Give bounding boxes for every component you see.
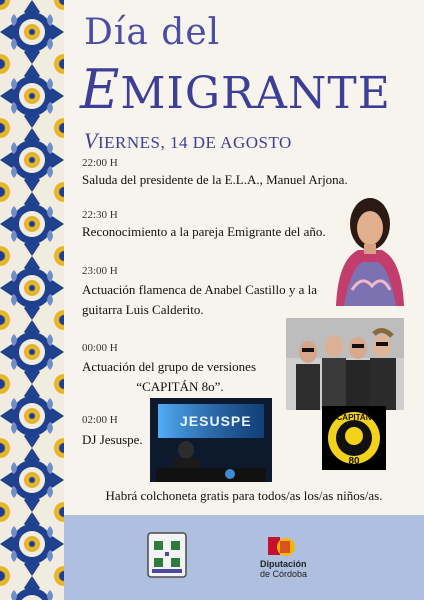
event-description: DJ Jesuspe. xyxy=(82,432,143,447)
dj-illustration xyxy=(150,398,272,482)
event-time: 00:00 H xyxy=(82,342,118,354)
ela-logo xyxy=(146,531,188,579)
diputacion-text xyxy=(260,559,332,579)
band-illustration xyxy=(286,318,404,410)
event-description: “CAPITÁN 8o”. xyxy=(136,379,224,394)
event-time: 02:00 H xyxy=(82,414,118,426)
event-time: 22:00 H xyxy=(82,157,118,169)
event-description: guitarra Luis Calderito. xyxy=(82,302,204,317)
program-content xyxy=(64,0,424,515)
diputacion-logo xyxy=(260,533,350,583)
event-description: Reconocimiento a la pareja Emigrante del año. xyxy=(82,224,326,239)
event-time: 23:00 H xyxy=(82,265,118,277)
event-date xyxy=(84,128,292,154)
event-description: Actuación flamenca de Anabel Castillo y a la xyxy=(82,282,317,297)
singer-illustration xyxy=(332,190,408,306)
dj-screen-text: JESUSPE xyxy=(180,413,252,429)
title-emigrante-initial: E xyxy=(80,58,121,121)
dj-photo xyxy=(150,398,272,482)
diputacion-line2: de Córdoba xyxy=(260,569,308,579)
band-logo-name: CAPITAN xyxy=(336,413,372,422)
title-emigrante xyxy=(80,58,391,121)
event-description: Saluda del presidente de la E.L.A., Manuel Arjona. xyxy=(82,172,348,187)
event-date-rest: IERNES, 14 DE AGOSTO xyxy=(97,133,292,152)
footer-note: Habrá colchoneta gratis para todos/as los/as niños/as. xyxy=(105,488,383,503)
diputacion-line1: Diputación xyxy=(260,559,307,569)
title-emigrante-rest: MIGRANTE xyxy=(120,68,391,119)
band-logo xyxy=(322,406,386,470)
event-date-initial: V xyxy=(84,128,98,153)
event-description: Actuación del grupo de versiones xyxy=(82,359,257,374)
azulejo-pattern xyxy=(0,0,64,600)
footer-band xyxy=(64,515,424,600)
band-logo-graphic xyxy=(322,406,386,470)
singer-photo xyxy=(332,190,408,306)
event-time: 22:30 H xyxy=(82,209,118,221)
ela-emblem-icon xyxy=(146,531,188,579)
title-dia-del: Día del xyxy=(84,12,221,53)
band-logo-number: 80 xyxy=(348,456,360,467)
diputacion-emblem-icon xyxy=(266,533,296,559)
band-photo xyxy=(286,318,404,410)
tile-border xyxy=(0,0,64,600)
